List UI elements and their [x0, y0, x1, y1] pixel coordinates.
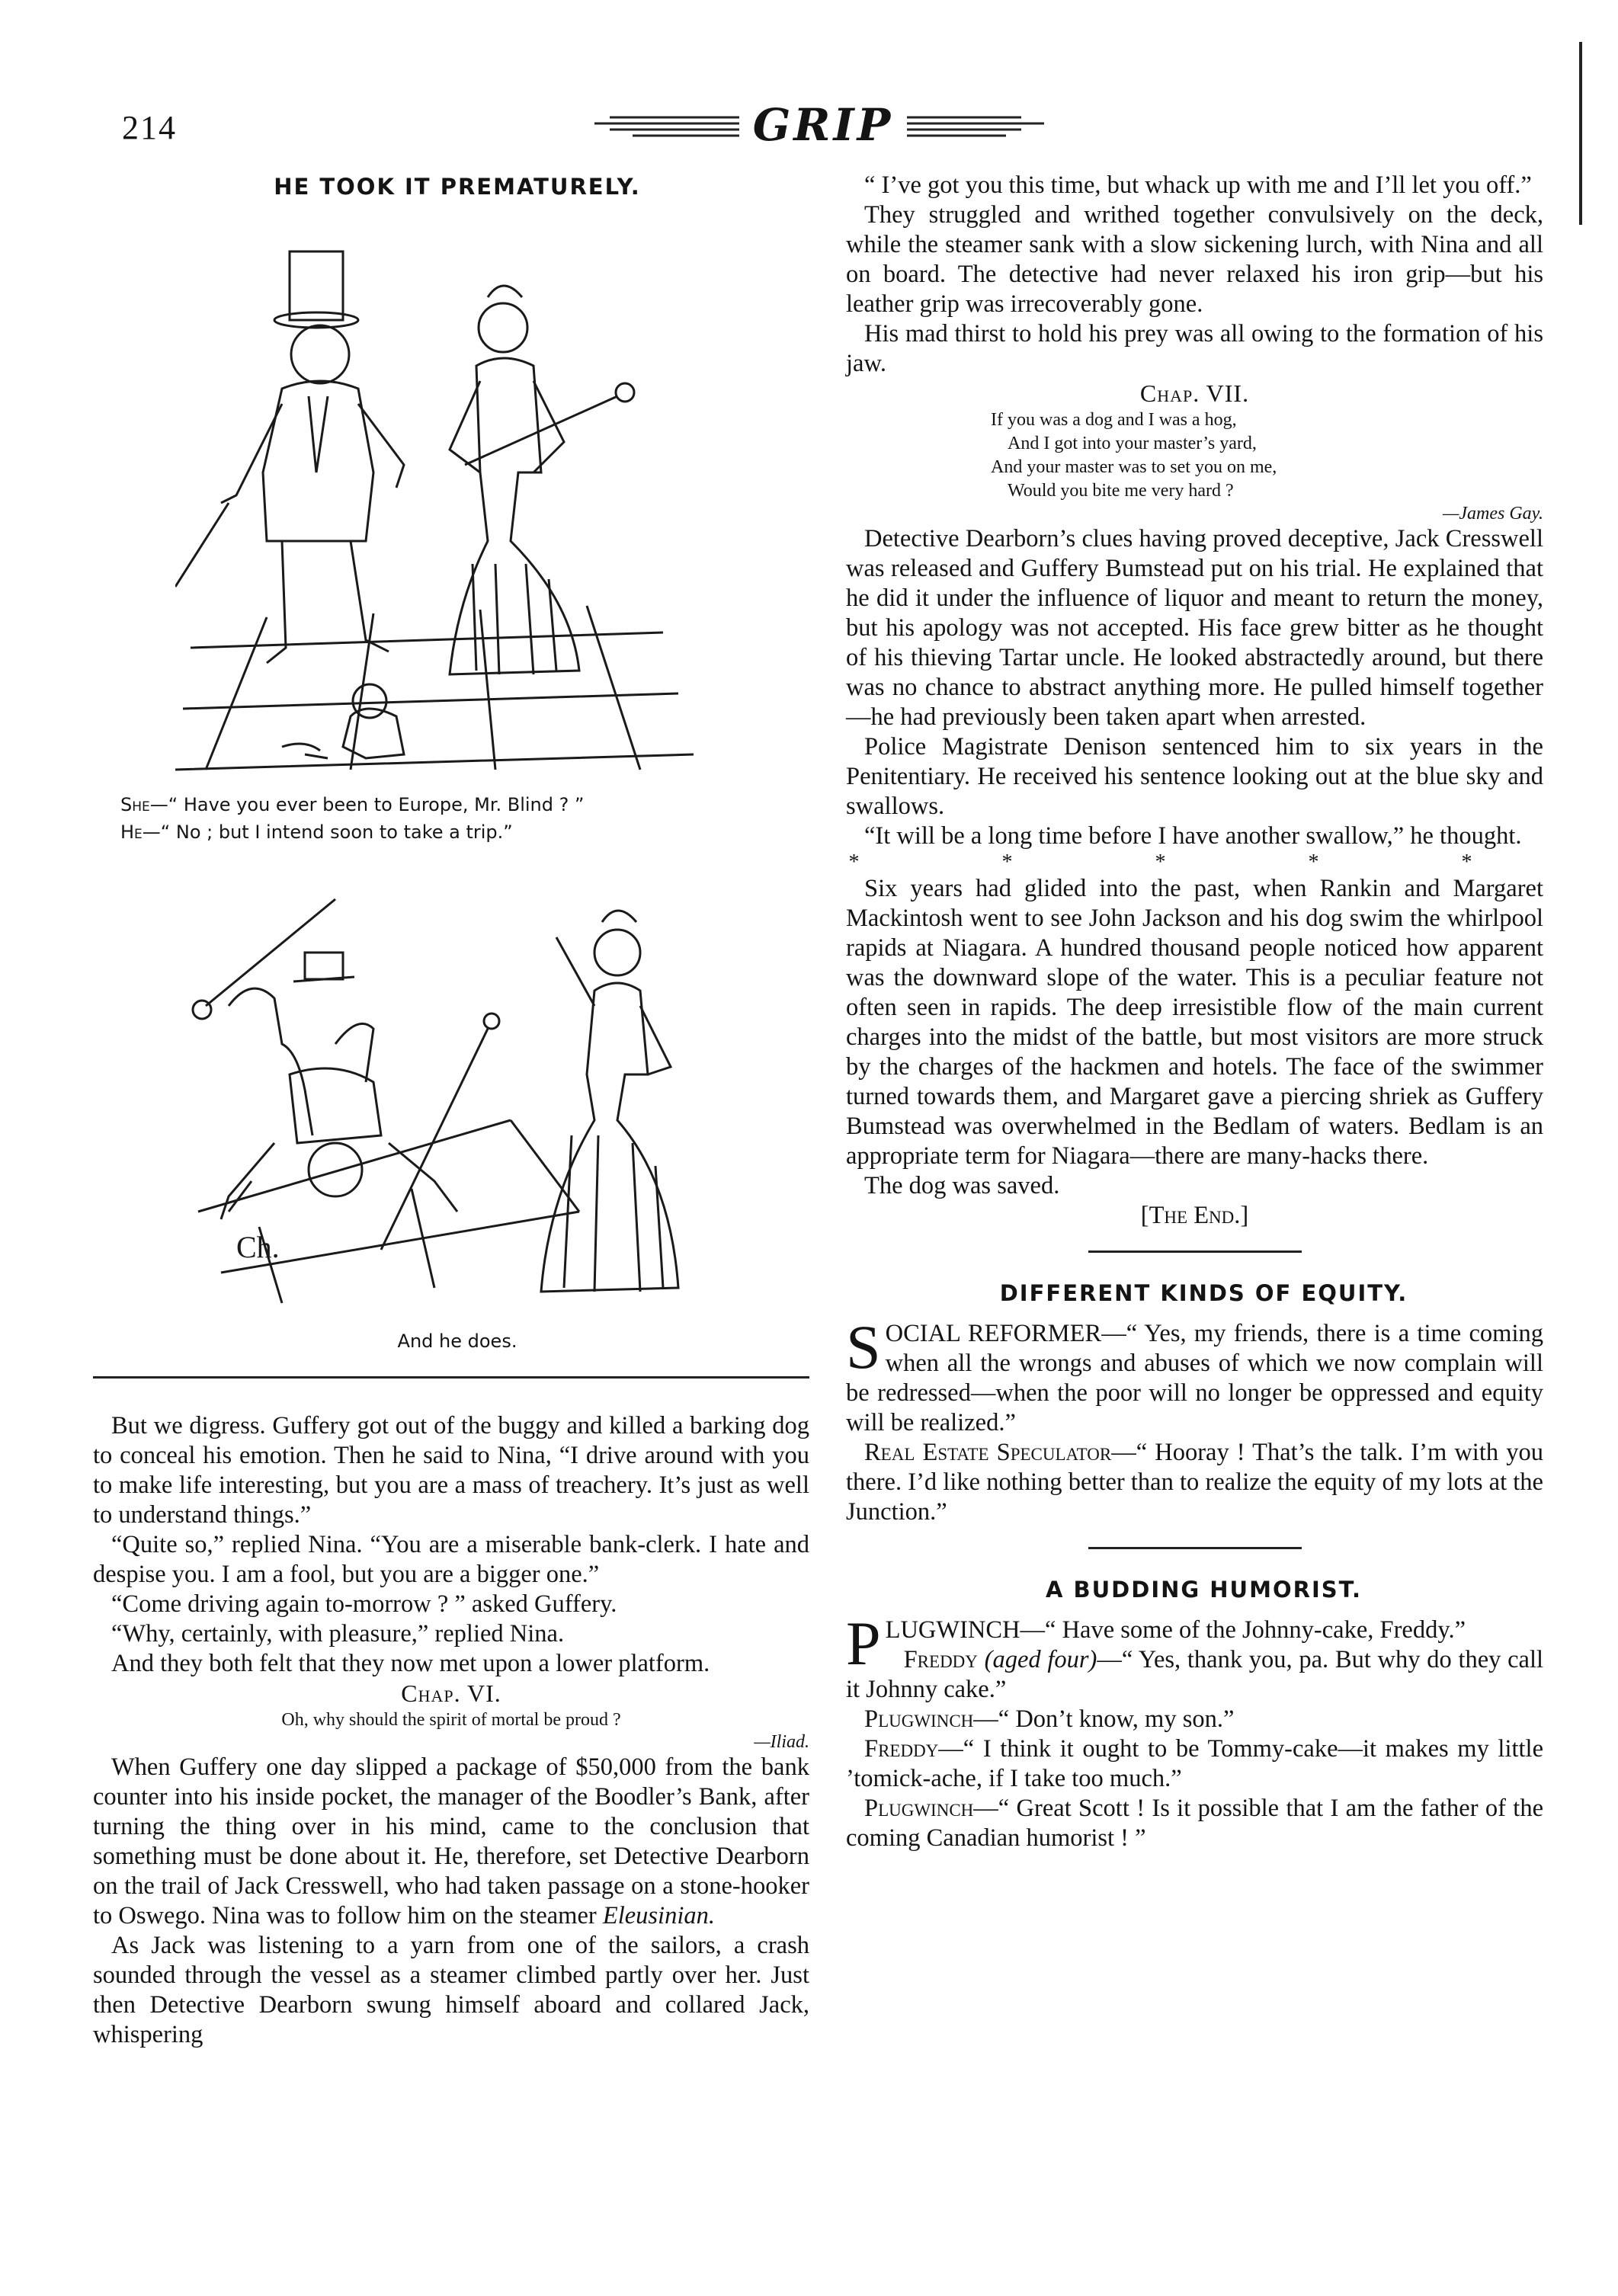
margin-rule	[1579, 42, 1582, 225]
paragraph: The dog was saved.	[864, 1172, 1060, 1199]
paragraph: “Why, certainly, with pleasure,” replied Nina.	[111, 1620, 565, 1648]
humorist-speaker: Freddy	[903, 1646, 978, 1673]
paragraph	[93, 1753, 809, 1931]
chapter-heading: Chap. VI.	[401, 1680, 501, 1707]
humorist-text: —“ I think it ought to be Tommy-cake—it makes my little ’tomick-ache, if I take too much.”	[846, 1735, 1543, 1792]
page-number: 214	[122, 109, 177, 146]
paragraph: But we digress. Guffery got out of the buggy and killed a barking dog to conceal his emotion. Then he said to Nina, “I drive around with you to make life interesting, but you are a mass of treachery. It’s just as well to understand things.”	[93, 1412, 809, 1529]
drop-cap: S	[846, 1312, 881, 1382]
poem	[991, 408, 1543, 503]
cartoon-illustration-bottom	[183, 892, 716, 1318]
humorist-paragraph	[846, 1794, 1543, 1853]
humorist-text: —“ Have some of the Johnny-cake, Freddy.”	[1020, 1616, 1466, 1644]
paragraph: “ I’ve got you this time, but whack up with me and I’ll let you off.”	[864, 171, 1532, 199]
humorist-paragraph	[846, 1705, 1543, 1734]
paragraph: Detective Dearborn’s clues having proved deceptive, Jack Cresswell was released and Guffery Bumstead put on his trial. He explained that he did it under the influence of liquor and meant to return the money, but his apology was not accepted. His face grew bitter as he thought of his thieving Tartar uncle. He looked abstractedly around, but there was no chance to abstract anything more. He pulled himself together—he had previously been taken apart when arrested.	[846, 525, 1543, 731]
paragraph: “Come driving again to-morrow ? ” asked Guffery.	[111, 1590, 617, 1618]
epigraph: Oh, why should the spirit of mortal be proud ?	[281, 1710, 621, 1730]
humorist-speaker: Freddy	[864, 1735, 939, 1763]
equity-paragraph	[846, 1438, 1543, 1527]
equity-paragraph	[846, 1312, 1543, 1438]
humorist-speaker: Plugwinch	[864, 1705, 974, 1733]
poem-line: If you was a dog and I was a hog,	[991, 410, 1237, 430]
poem-attribution: —James Gay.	[1443, 504, 1543, 524]
humorist-speaker: Plugwinch	[864, 1795, 974, 1822]
paragraph-text: When Guffery one day slipped a package of $50,000 from the bank counter into his inside pocket, the manager of the Boodler’s Bank, after turning the thing over in his mind, came to the conclusion that something must be done about it. He, therefore, set Detective Dearborn on the trail of Jack Cresswell, who had taken passage on a stone-hooker to Oswego. Nina was to follow him on the steamer	[93, 1753, 809, 1929]
paragraph: “Quite so,” replied Nina. “You are a miserable bank-clerk. I hate and despise you. I am a fool, but you are a bigger one.”	[93, 1531, 809, 1588]
paragraph: His mad thirst to hold his prey was all owing to the formation of his jaw.	[846, 320, 1543, 377]
caption-line-he	[120, 818, 584, 846]
column-divider	[93, 1376, 809, 1379]
artist-signature: Ch.	[236, 1230, 280, 1264]
chapter-heading: Chap. VII.	[1139, 379, 1250, 407]
equity-speaker: Real Estate Speculator	[864, 1439, 1112, 1466]
cartoon-caption-bottom: And he does.	[397, 1331, 517, 1352]
section-break-stars: * * * * *	[848, 850, 1541, 874]
equity-text: —“ Yes, my friends, there is a time coming when all the wrongs and abuses of which we now complain will be redressed—when the poor will no longer be oppressed and equity will be realized.”	[846, 1320, 1543, 1436]
humorist-text: —“ Great Scott ! Is it possible that I am the father of the coming Canadian humorist ! ”	[846, 1795, 1543, 1852]
equity-speaker: OCIAL REFORMER	[885, 1320, 1102, 1347]
humorist-text: —“ Yes, thank you, pa. But why do they call it Johnny cake.”	[846, 1646, 1544, 1703]
drop-cap: P	[846, 1609, 881, 1678]
humorist-paragraph	[846, 1734, 1543, 1794]
humorist-title: A BUDDING HUMORIST.	[1045, 1577, 1363, 1603]
ship-name: Eleusinian.	[602, 1902, 715, 1929]
equity-title: DIFFERENT KINDS OF EQUITY.	[999, 1280, 1408, 1306]
equity-text: —“ Hooray ! That’s the talk. I’m with you there. I’d like nothing better than to realize the equity of my lots at the Junction.”	[846, 1439, 1543, 1526]
caption-text-she: —“ Have you ever been to Europe, Mr. Blind ? ”	[149, 794, 585, 815]
poem-line: And your master was to set you on me,	[991, 457, 1277, 477]
humorist-text: —“ Don’t know, my son.”	[973, 1705, 1235, 1733]
caption-speaker-she: She	[120, 794, 150, 815]
cartoon-caption-top	[120, 791, 584, 846]
humorist-speaker: LUGWINCH	[885, 1616, 1020, 1644]
section-rule	[1088, 1250, 1302, 1253]
story-end: [The End.]	[1140, 1202, 1249, 1229]
paragraph: “It will be a long time before I have another swallow,” he thought.	[864, 822, 1522, 850]
poem-line: Would you bite me very hard ?	[1008, 481, 1234, 501]
paragraph: Six years had glided into the past, when Rankin and Margaret Mackintosh went to see John Jackson and his dog swim the whirlpool rapids at Niagara. A hundred thousand people noticed how apparent was the downward slope of the water. This is a peculiar feature not often seen in rapids. The deep irresistible flow of the main current charges into the midst of the battle, but most visitors are more struck by the charges of the hackmen and hotels. The face of the swimmer turned towards them, and Margaret gave a piercing shriek as Guffery Bumstead was overwhelmed in the Bedlam of waters. Bedlam is an appropriate term for Niagara—there are many-hacks there.	[846, 875, 1543, 1170]
caption-speaker-he: He	[120, 821, 143, 843]
right-column	[846, 171, 1543, 1853]
epigraph-attribution: —Iliad.	[754, 1732, 809, 1752]
cartoon-title: HE TOOK IT PREMATURELY.	[274, 174, 641, 200]
paragraph: Police Magistrate Denison sentenced him to six years in the Penitentiary. He received his sentence looking out at the blue sky and swallows.	[846, 733, 1543, 820]
section-rule	[1088, 1547, 1302, 1549]
masthead-title: GRIP	[752, 99, 894, 151]
masthead	[564, 94, 1082, 155]
paragraph: As Jack was listening to a yarn from one of the sailors, a crash sounded through the vessel as a steamer climbed partly over her. Just then Detective Dearborn swung himself aboard and collared Jack, whispering	[93, 1932, 809, 2048]
paragraph: They struggled and writhed together convulsively on the deck, while the steamer sank with a slow sickening lurch, with Nina and all on board. The detective had never relaxed his iron grip—but his leather grip was irrecoverably gone.	[846, 201, 1543, 318]
paragraph: And they both felt that they now met upon a lower platform.	[111, 1650, 710, 1677]
caption-line-she	[120, 791, 584, 818]
cartoon-illustration-top	[175, 221, 709, 777]
poem-line: And I got into your master’s yard,	[1008, 434, 1257, 453]
humorist-speaker-note: (aged four)	[984, 1646, 1097, 1673]
caption-text-he: —“ No ; but I intend soon to take a trip.”	[142, 821, 513, 843]
humorist-paragraph	[846, 1645, 1543, 1705]
left-column	[93, 1411, 809, 2050]
